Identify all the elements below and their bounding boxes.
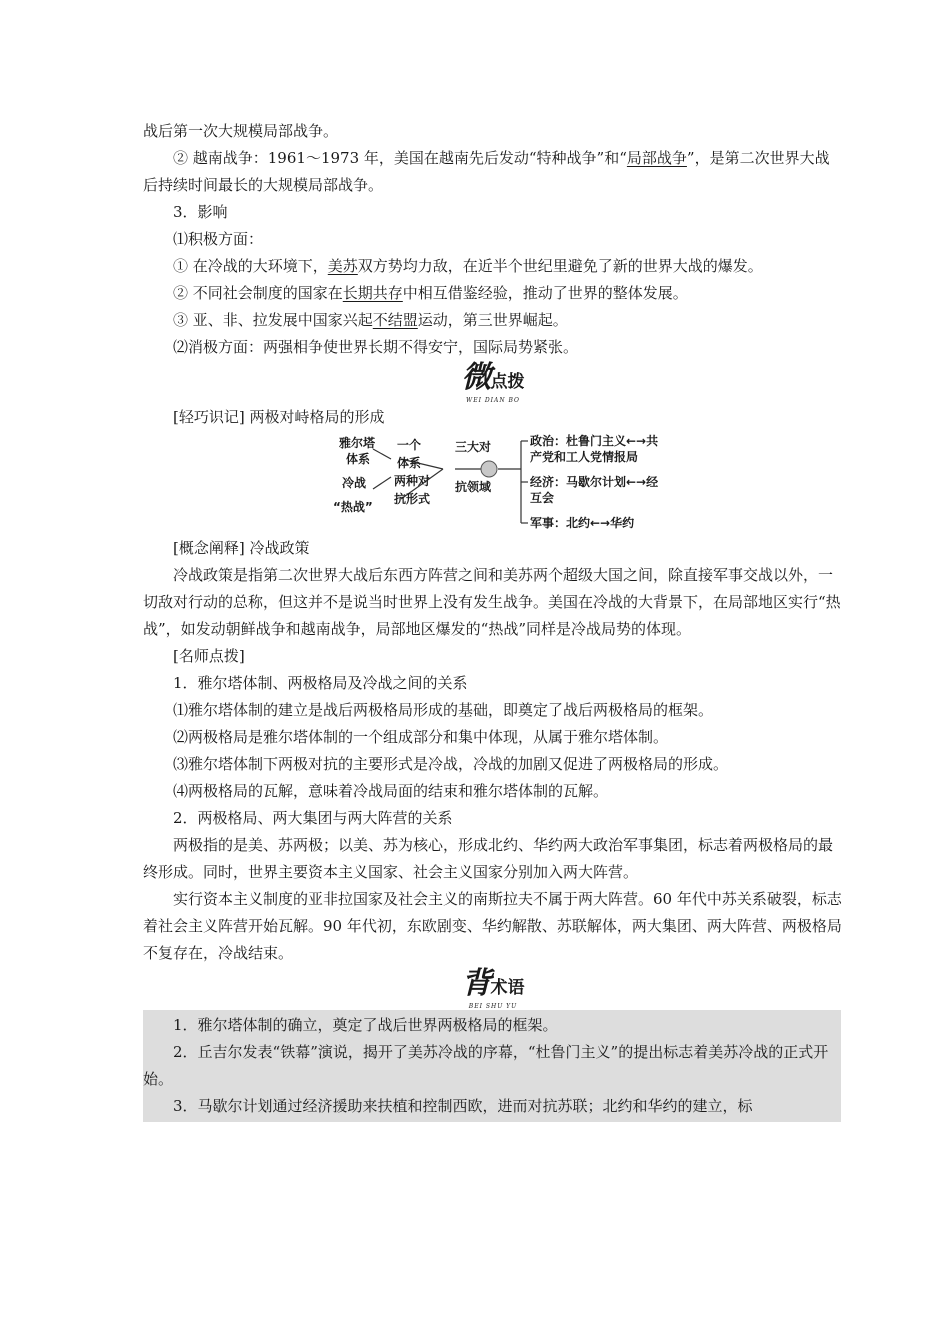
connector-line	[373, 477, 391, 489]
memo-box	[143, 1010, 841, 1122]
positive-point-1: ① 在冷战的大环境下，美苏双方势均力敌，在近半个世纪里避免了新的世界大战的爆发。	[173, 257, 763, 275]
section-heading: 3．影响	[173, 203, 228, 221]
concept-heading: [概念阐释] 冷战政策	[173, 539, 310, 557]
banner-big-char: 背	[461, 966, 491, 1001]
diagram-label: 抗领域	[455, 480, 492, 494]
underlined-term: 长期共存	[342, 284, 403, 302]
diagram-lines	[143, 433, 843, 533]
paragraph: 两极指的是美、苏两极；以美、苏为核心，形成北约、华约两大政治军事集团，标志着两极格局的最终形成。同时，世界主要资本主义国家、社会主义国家分别加入两大阵营。	[143, 836, 834, 881]
diagram-label: 雅尔塔	[339, 436, 376, 450]
diagram-label: 产党和工人党情报局	[530, 450, 639, 464]
positive-point-3: ③ 亚、非、拉发展中国家兴起不结盟运动，第三世界崛起。	[173, 311, 568, 329]
hub-circle	[481, 461, 497, 477]
list-item: ⑷两极格局的瓦解，意味着冷战局面的结束和雅尔塔体制的瓦解。	[173, 782, 609, 800]
bei-shu-yu-banner	[143, 966, 843, 1010]
diagram-label: 体系	[346, 452, 371, 466]
diagram-label: 一个	[397, 438, 422, 452]
bipolar-structure-diagram	[143, 433, 843, 533]
diagram-label: 军事：北约←→华约	[530, 516, 635, 530]
banner-small-text: 点拨	[490, 372, 525, 392]
list-item: ⑶雅尔塔体制下两极对抗的主要形式是冷战，冷战的加剧又促进了两极格局的形成。	[173, 755, 729, 773]
concept-paragraph: 冷战政策是指第二次世界大战后东西方阵营之间和美苏两个超级大国之间，除直接军事交战以外，一切敌对行动的总称，但这并不是说当时世界上没有发生战争。美国在冷战的大背景下，在局部地区实行“热战”，如发动朝鲜战争和越南战争，局部地区爆发的“热战”同样是冷战局势的体现。	[143, 566, 841, 638]
memo-item: 3．马歇尔计划通过经济援助来扶植和控制西欧，进而对抗苏联；北约和华约的建立，标	[173, 1097, 753, 1115]
diagram-label: 体系	[397, 456, 422, 470]
section-heading: 2．两极格局、两大集团与两大阵营的关系	[173, 809, 453, 827]
section-heading: 1．雅尔塔体制、两极格局及冷战之间的关系	[173, 674, 468, 692]
diagram-label: 抗形式	[394, 492, 431, 506]
connector-line	[373, 449, 391, 459]
document-page	[143, 118, 843, 1122]
diagram-label: 经济：马歇尔计划←→经	[530, 475, 659, 489]
text-line: 战后第一次大规模局部战争。	[143, 122, 339, 140]
negative-point: ⑵消极方面：两强相争使世界长期不得安宁，国际局势紧张。	[173, 338, 579, 356]
underlined-term: 局部战争	[626, 149, 687, 167]
vietnam-war-paragraph: ② 越南战争：1961～1973 年，美国在越南先后发动“特种战争”和“局部战争”，是第二次世界大战后持续时间最长的大规模局部战争。	[143, 149, 830, 194]
underlined-term: 不结盟	[372, 311, 418, 329]
memo-item: 2．丘吉尔发表“铁幕”演说，揭开了美苏冷战的序幕，“杜鲁门主义”的提出标志着美苏冷战的正式开始。	[143, 1043, 829, 1088]
diagram-label: “热战”	[333, 500, 373, 514]
diagram-label: 冷战	[342, 476, 367, 490]
teacher-heading: [名师点拨]	[173, 647, 245, 665]
list-item: ⑵两极格局是雅尔塔体制的一个组成部分和集中体现，从属于雅尔塔体制。	[173, 728, 669, 746]
banner-subtitle: BEI SHU YU	[468, 1003, 518, 1010]
diagram-label: 三大对	[455, 440, 492, 454]
underlined-term: 美苏	[327, 257, 358, 275]
banner-small-text: 术语	[490, 978, 525, 998]
diagram-label: 政治：杜鲁门主义←→共	[530, 434, 659, 448]
positive-point-2: ② 不同社会制度的国家在长期共存中相互借鉴经验，推动了世界的整体发展。	[173, 284, 688, 302]
banner-subtitle: WEI DIAN BO	[466, 397, 520, 404]
list-item: ⑴雅尔塔体制的建立是战后两极格局形成的基础，即奠定了战后两极格局的框架。	[173, 701, 714, 719]
wei-dian-bo-banner	[143, 360, 843, 404]
tip-heading: [轻巧识记] 两极对峙格局的形成	[173, 408, 385, 426]
sub-heading: ⑴积极方面：	[173, 230, 264, 248]
memo-item: 1．雅尔塔体制的确立，奠定了战后世界两极格局的框架。	[173, 1016, 558, 1034]
diagram-label: 两种对	[394, 474, 431, 488]
diagram-label: 互会	[530, 491, 555, 505]
banner-big-char: 微	[461, 360, 491, 395]
paragraph: 实行资本主义制度的亚非拉国家及社会主义的南斯拉夫不属于两大阵营。60 年代中苏关系破裂，标志着社会主义阵营开始瓦解。90 年代初，东欧剧变、华约解散、苏联解体，两大集团、两大阵营、两极格局不复存在，冷战结束。	[143, 890, 842, 962]
